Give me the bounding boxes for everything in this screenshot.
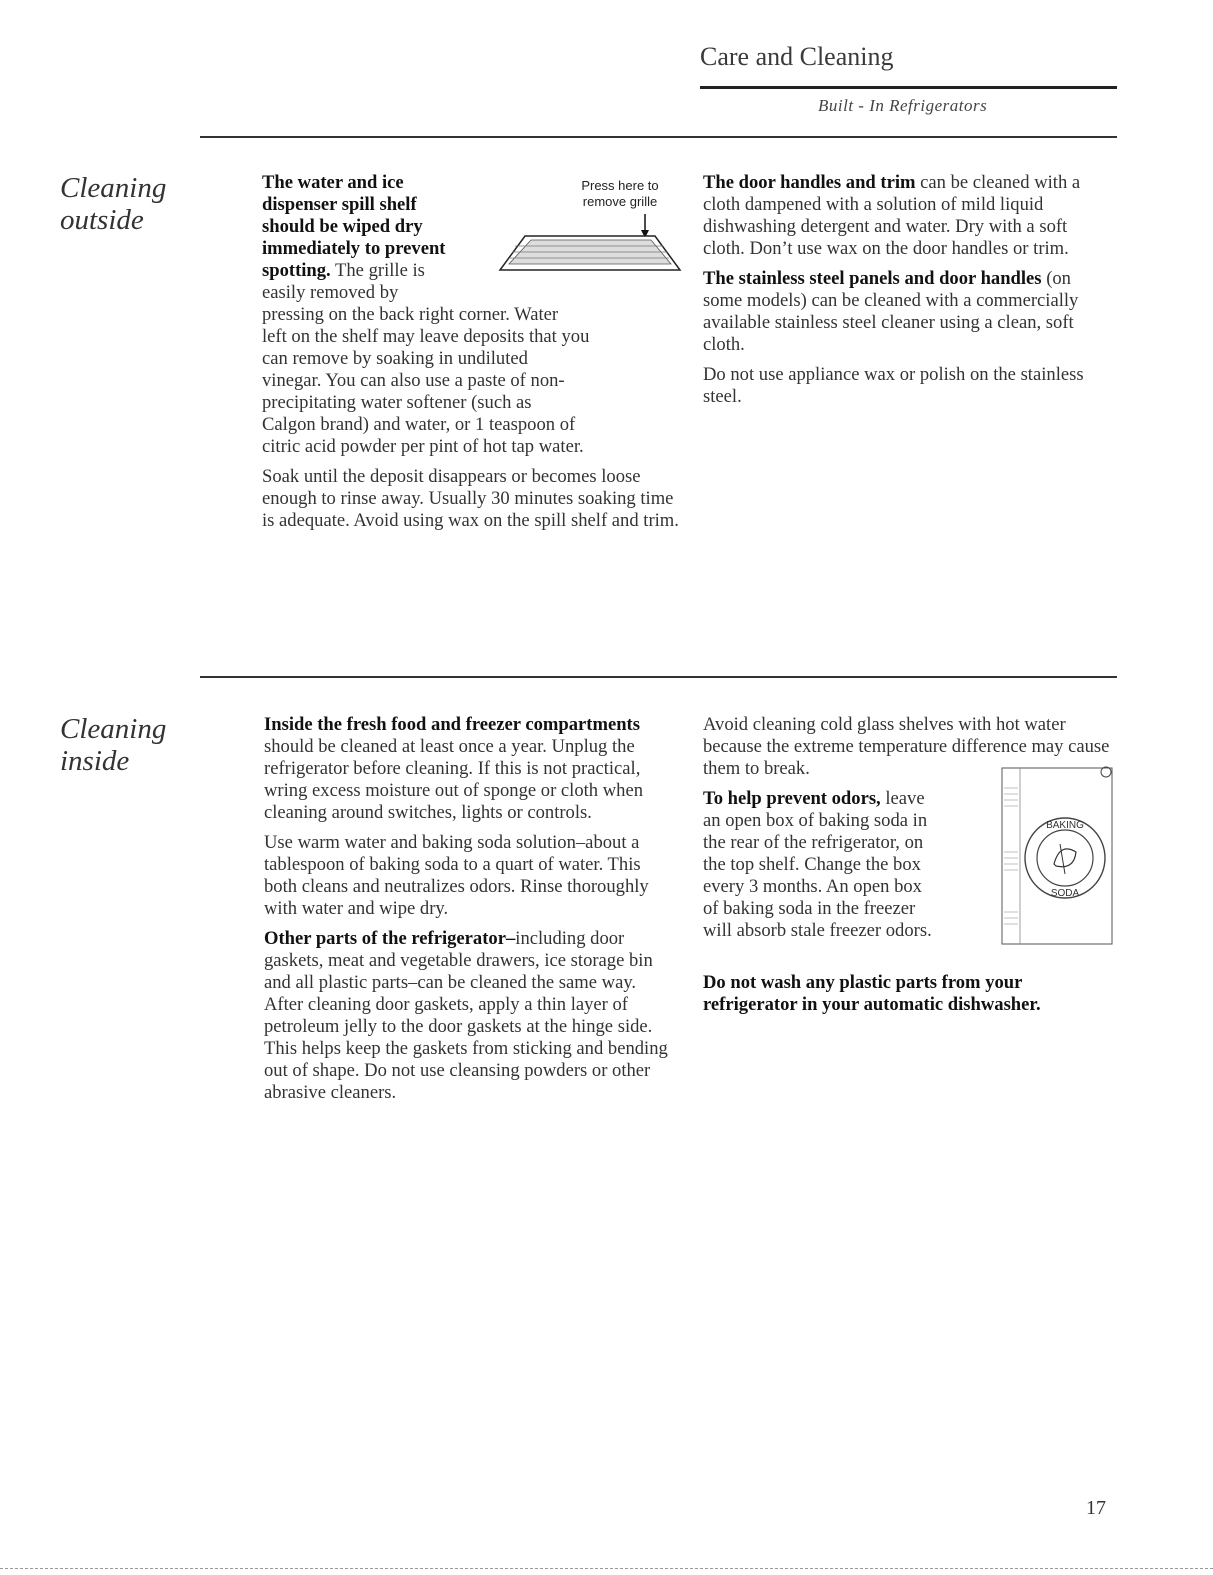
fresh-food-lead: Inside the fresh food and freezer compartments — [264, 714, 640, 735]
other-parts-paragraph — [264, 928, 676, 1104]
grille-callout — [556, 178, 684, 210]
fresh-food-text: should be cleaned at least once a year. Unplug the refrigerator before cleaning. If this is not practical, wring excess moisture out of sponge or cloth when cleaning around switches, lights or controls. — [264, 736, 644, 823]
spill-shelf-lead: dispenser spill shelf — [262, 194, 417, 215]
odors-line: leave — [885, 788, 925, 809]
odors-line: the top shelf. Change the box — [703, 854, 921, 875]
glass-shelves-paragraph: Avoid cleaning cold glass shelves with hot water because the extreme temperature difference may cause them to break. — [703, 714, 1110, 779]
spill-shelf-lead: spotting. — [262, 260, 331, 281]
odors-line: an open box of baking soda in — [703, 810, 928, 831]
title-rule — [700, 86, 1117, 89]
callout-line: remove grille — [582, 194, 658, 209]
odors-line: the rear of the refrigerator, on — [703, 832, 924, 853]
odors-lead: To help prevent odors, — [703, 788, 881, 809]
page-title: Care and Cleaning — [700, 42, 894, 71]
soak-paragraph: Soak until the deposit disappears or becomes loose enough to rinse away. Usually 30 minutes soaking time is adequate. Avoid using wax on the spill shelf and trim. — [262, 466, 679, 531]
spill-shelf-line: left on the shelf may leave deposits that you — [262, 326, 590, 347]
baking-soda-box-icon — [998, 762, 1118, 950]
section-divider-inside — [200, 676, 1117, 678]
bottom-border — [0, 1568, 1213, 1570]
section-label-line: Cleaning — [60, 172, 167, 204]
box-label-bottom: SODA — [1050, 888, 1080, 899]
spill-shelf-lead: should be wiped dry — [262, 216, 423, 237]
section-divider-outside — [200, 136, 1117, 138]
section-label-line: outside — [60, 204, 144, 236]
other-parts-lead: Other parts of the refrigerator– — [264, 928, 516, 949]
odors-line: every 3 months. An open box — [703, 876, 922, 897]
stainless-text: (on some models) can be cleaned with a commercially available stainless steel cleaner using a clean, soft cloth. — [703, 268, 1079, 355]
stainless-paragraph — [703, 268, 1113, 356]
spill-shelf-line: easily removed by — [262, 282, 399, 303]
no-wax-paragraph: Do not use appliance wax or polish on the stainless steel. — [703, 364, 1084, 407]
baking-soda-solution-paragraph: Use warm water and baking soda solution–about a tablespoon of baking soda to a quart of water. This both cleans and neutralizes odors. Rinse thoroughly with water and wipe dry. — [264, 832, 649, 919]
box-label-top: BAKING — [1046, 820, 1084, 831]
inside-column-left — [264, 714, 676, 1112]
spill-shelf-line: vinegar. You can also use a paste of non- — [262, 370, 565, 391]
section-label-inside — [60, 713, 166, 777]
spill-shelf-lead: immediately to prevent — [262, 238, 446, 259]
door-handles-text: can be cleaned with a cloth dampened with a solution of mild liquid dishwashing detergent and water. Dry with a soft cloth. Don’t use wax on the door handles or trim. — [703, 172, 1081, 259]
spill-shelf-text: The grille is — [335, 260, 425, 281]
section-label-outside — [60, 172, 166, 236]
spill-shelf-lead: The water and ice — [262, 172, 404, 193]
outside-column-right — [703, 172, 1113, 416]
stainless-lead: The stainless steel panels and door handles — [703, 268, 1042, 289]
spill-shelf-line: precipitating water softener (such as — [262, 392, 532, 413]
fresh-food-paragraph — [264, 714, 676, 824]
spill-shelf-line: can remove by soaking in undiluted — [262, 348, 528, 369]
dishwasher-warning: Do not wash any plastic parts from your refrigerator in your automatic dishwasher. — [703, 972, 1041, 1015]
odors-line: of baking soda in the freezer — [703, 898, 916, 919]
callout-line: Press here to — [581, 178, 659, 193]
spill-shelf-line: pressing on the back right corner. Water — [262, 304, 559, 325]
odors-line: will absorb stale freezer odors. — [703, 920, 932, 941]
page-number: 17 — [1086, 1497, 1106, 1519]
page-subtitle: Built - In Refrigerators — [818, 96, 988, 115]
section-label-line: inside — [60, 745, 130, 777]
door-handles-lead: The door handles and trim — [703, 172, 916, 193]
other-parts-text: including door gaskets, meat and vegetable drawers, ice storage bin and all plastic parts–can be cleaned the same way. After cleaning door gaskets, apply a thin layer of petroleum jelly to the door gaskets at the hinge side. This helps keep the gaskets from sticking and bending out of shape. Do not use cleansing powders or other abrasive cleaners. — [264, 928, 668, 1103]
spill-shelf-line: citric acid powder per pint of hot tap water. — [262, 436, 584, 457]
section-label-line: Cleaning — [60, 713, 167, 745]
odors-paragraph — [703, 788, 998, 942]
grille-illustration — [495, 212, 685, 272]
spill-shelf-line: Calgon brand) and water, or 1 teaspoon of — [262, 414, 576, 435]
door-handles-paragraph — [703, 172, 1113, 260]
